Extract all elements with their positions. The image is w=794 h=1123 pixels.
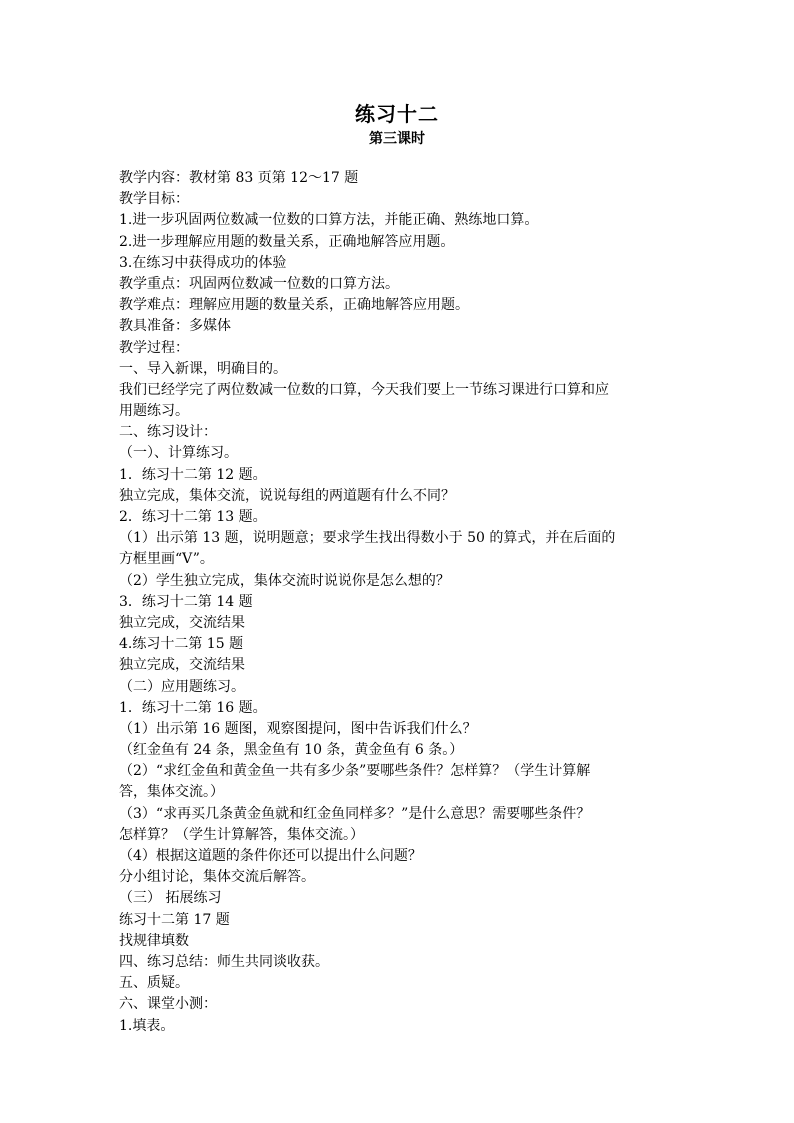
document-line: 教学重点：巩固两位数减一位数的口算方法。	[119, 275, 399, 292]
document-line: （红金鱼有 24 条，黑金鱼有 10 条，黄金鱼有 6 条。）	[119, 742, 464, 759]
document-line: （1）出示第 13 题，说明题意；要求学生找出得数小于 50 的算式，并在后面的	[119, 530, 616, 547]
document-line: 用题练习。	[119, 403, 189, 420]
document-line: 分小组讨论，集体交流后解答。	[119, 869, 315, 886]
document-line: 找规律填数	[119, 932, 189, 949]
document-line: 答，集体交流。）	[119, 784, 224, 801]
document-line: 四、练习总结：师生共同谈收获。	[119, 953, 329, 970]
document-line: （一）、计算练习。	[119, 445, 238, 462]
document-title: 练习十二	[355, 102, 439, 126]
document-line: 教学过程：	[119, 339, 189, 356]
document-line: 教学难点：理解应用题的数量关系，正确地解答应用题。	[119, 297, 469, 314]
document-subtitle: 第三课时	[369, 131, 425, 147]
document-line: （2）“求红金鱼和黄金鱼一共有多少条”要哪些条件？怎样算？（学生计算解	[119, 763, 591, 780]
document-line: 六、课堂小测：	[119, 996, 217, 1013]
document-line: （4）根据这道题的条件你还可以提出什么问题？	[119, 848, 422, 864]
document-line: （2）学生独立完成，集体交流时说说你是怎么想的？	[119, 572, 450, 589]
document-line: （二）应用题练习。	[119, 678, 245, 695]
document-line: 3.在练习中获得成功的体验	[119, 254, 287, 271]
document-line: 教具准备：多媒体	[119, 318, 231, 335]
document-line: 1.填表。	[119, 1017, 175, 1034]
document-line: 独立完成，交流结果	[119, 657, 245, 674]
document-line: 教学内容：教材第 83 页第 12～17 题	[119, 170, 359, 186]
document-line: 独立完成，集体交流，说说每组的两道题有什么不同？	[119, 487, 455, 504]
document-line: 怎样算？（学生计算解答，集体交流。）	[119, 826, 364, 843]
document-line: 二、练习设计：	[119, 424, 217, 441]
document-line: 教学目标：	[119, 191, 189, 208]
document-line: 独立完成，交流结果	[119, 614, 245, 631]
document-line: 3．练习十二第 14 题	[119, 593, 253, 610]
document-line: 我们已经学完了两位数减一位数的口算，今天我们要上一节练习课进行口算和应	[119, 381, 609, 398]
document-body	[119, 168, 679, 1037]
document-line: 4.练习十二第 15 题	[119, 636, 244, 653]
document-line: （1）出示第 16 题图，观察图提问，图中告诉我们什么？	[119, 720, 477, 737]
document-line: 一、导入新课，明确目的。	[119, 360, 287, 377]
document-line: 2.进一步理解应用题的数量关系，正确地解答应用题。	[119, 233, 455, 250]
document-line: 方框里画“V”。	[119, 551, 214, 568]
document-line: 1.进一步巩固两位数减一位数的口算方法，并能正确、熟练地口算。	[119, 212, 539, 229]
document-line: 1．练习十二第 16 题。	[119, 699, 267, 716]
document-line: 练习十二第 17 题	[119, 911, 230, 928]
document-line: 1．练习十二第 12 题。	[119, 466, 267, 483]
document-line: 五、质疑。	[119, 975, 189, 992]
document-line: （3）“求再买几条黄金鱼就和红金鱼同样多？”是什么意思？需要哪些条件？	[119, 805, 591, 822]
document-line: 2．练习十二第 13 题。	[119, 509, 267, 525]
document-line: （三） 拓展练习	[119, 890, 222, 907]
